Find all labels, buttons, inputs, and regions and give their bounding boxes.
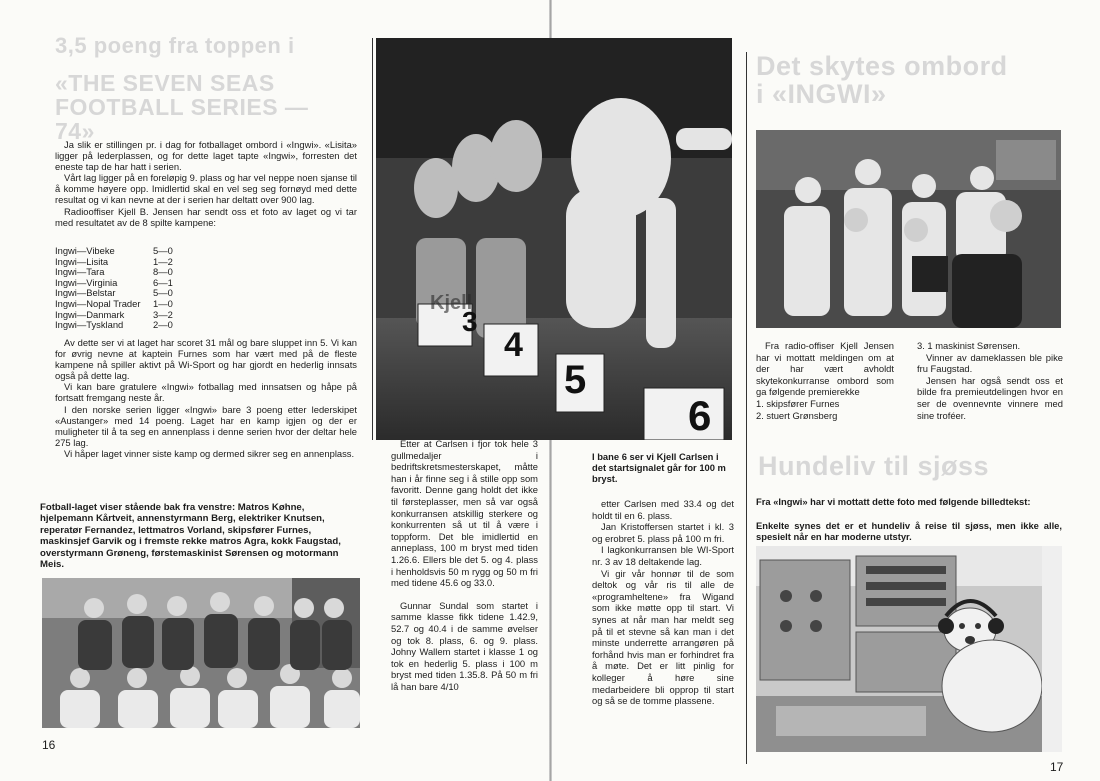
football-title-line2: «THE SEVEN SEAS	[55, 70, 275, 97]
lane-number-6: 6	[688, 392, 712, 439]
after-paragraph: I den norske serien ligger «Ingwi» bare 3 poeng etter lederskipet «Austanger» med 14 poeng. Laget har en kamp igjen og der er muligheter til å ta seg en annenplass i denne serien hvor der deltar hele 275 lag.	[55, 403, 357, 448]
football-title-line3: FOOTBALL SERIES — 74»	[55, 94, 309, 145]
dog-caption-intro: Fra «Ingwi» har vi mottatt dette foto med følgende billedtekst:	[756, 496, 1031, 507]
result-row: Ingwi—Nopal Trader 1—0	[55, 297, 173, 309]
result-row: Ingwi—Virginia 6—1	[55, 276, 173, 288]
swimming-start-photo	[376, 38, 732, 440]
shooting-paragraph: Fra radio-offiser Kjell Jensen har vi mottatt meldingen om at der har vært avholdt skytekonkurranse ombord som ga følgende premierekke	[756, 340, 894, 398]
swimming-text-col1	[391, 438, 538, 692]
dog-title: Hundeliv til sjøss	[758, 451, 990, 481]
shooting-title-line2: i «INGWI»	[756, 79, 887, 110]
result-row: Ingwi—Tara 8—0	[55, 266, 173, 278]
swimming-caption: I bane 6 ser vi Kjell Carlsen i det startsignalet går for 100 m bryst.	[592, 451, 726, 485]
shooting-title	[756, 52, 1056, 109]
prize-photo-graphic	[756, 130, 1061, 328]
lane-number-5: 5	[564, 358, 587, 402]
shooting-title-line1: Det skytes ombord	[756, 51, 1008, 81]
result-row: Ingwi—Tyskland 2—0	[55, 319, 173, 331]
after-paragraph: Av dette ser vi at laget har scoret 31 mål og bare sluppet inn 5. Vi kan for øvrig nevne at kaptein Furnes som har vært med på de fleste kampene nå spiller aktivt på Wi-Sport og har gjordt en hederlig innsats også på dette lag.	[55, 337, 357, 382]
prize-list-item: 2. stuert Grønsberg	[756, 409, 838, 421]
lane-overlay-text: Kjell	[430, 292, 473, 314]
prize-list-item: 3. 1 maskinist Sørensen.	[917, 340, 1021, 351]
result-row: Ingwi—Vibeke 5—0	[55, 245, 173, 256]
football-title-line1: 3,5 poeng fra toppen i	[55, 33, 295, 58]
football-after	[55, 337, 357, 459]
swim-paragraph: Vi gir vår honnør til de som deltok og vår ris til alle de «programheltene» fra Wigand som ikke møtte opp til start. Vi synes at når man har meldt seg på til et stevne så kan man i det minste underrette arrangøren på forhånd hvis man er forhindret fra å møte. Det er litt pinlig for kolleger å høre sine medarbeidere bli opprop til start og så se de tomme plassene.	[592, 567, 734, 707]
football-photo-caption: Fotball-laget viser stående bak fra venstre: Matros Køhne, hjelpemann Kårtveit, annenstyrmann Berg, elektriker Knutsen, reperatør Fernandez, lettmatros Vorland, skipsfører Furnes, maskinsjef Garvik og i fremste rekke matros Agra, kokk Faugstad, overstyrmann Grøneng, førstemaskinist Sørensen og motormann Meis.	[40, 502, 341, 571]
swim-paragraph: Etter at Carlsen i fjor tok hele 3 gullmedaljer i bedriftskretsmesterskapet, måtte han i år finne seg i å stille opp som favoritt. Denne gang holdt det ikke til førsteplasser, men så var også konkurransen atskillig sterkere og konkurrenten så ut til å være i toppform. Det ble imidlertid en anneplass, 100 m bryst med tiden 1.26.6. Ellers ble det 5. og 4. plass i henholdsvis 50 m rygg og 50 m fri med tidene 45.6 og 33.0.	[391, 438, 538, 589]
column-rule	[746, 52, 747, 764]
result-row: Ingwi—Belstar 5—0	[55, 287, 173, 299]
result-row: Ingwi—Lisita 1—2	[55, 255, 173, 267]
shooting-prize-photo	[756, 130, 1061, 328]
swim-paragraph: Gunnar Sundal som startet i samme klasse fikk tidene 1.42.9, 52.7 og 40.4 i de samme øvelser og tok 8. plass, 6. og 9. plass. Johny Wallem startet i klasse 1 og tok en hederlig 5. plass i 100 m bryst med tiden 1.35.8. På 50 m fri lå han bare 4/10	[391, 599, 538, 692]
column-rule	[372, 38, 373, 440]
intro-paragraph: Radiooffiser Kjell B. Jensen har sendt oss et foto av laget og vi tar med resultatet av de 8 spilte kampene:	[55, 205, 357, 228]
dog-photo-graphic	[756, 546, 1062, 752]
football-title	[55, 34, 355, 144]
dog-at-radio-photo	[756, 546, 1062, 752]
intro-paragraph: Ja slik er stillingen pr. i dag for fotballaget ombord i «Ingwi». «Lisita» ligger på lederplassen, og for dette laget tapte «Ingwi», forresten det eneste tap de har hatt i serien.	[55, 139, 357, 173]
shooting-text-col1	[756, 340, 894, 421]
intro-paragraph: Vårt lag ligger på en foreløpig 9. plass og har vel neppe noen sjanse til å komme høyere opp. Imidlertid skal en vel seg seg fornøyd med dette resultat og vi kan nevne at der i serien har deltatt over 900 lag.	[55, 172, 357, 206]
result-row: Ingwi—Danmark 3—2	[55, 308, 173, 320]
results-table	[55, 246, 193, 331]
team-photo-graphic	[42, 578, 360, 728]
swimming-photo-graphic	[376, 38, 732, 440]
page-number-right: 17	[1050, 760, 1064, 774]
after-paragraph: Vi håper laget vinner siste kamp og dermed sikrer seg en annenplass.	[64, 447, 355, 459]
swim-paragraph: I lagkonkurransen ble WI-Sport nr. 3 av 18 deltakende lag.	[592, 544, 734, 567]
shooting-text-col2	[917, 340, 1063, 421]
after-paragraph: Vi kan bare gratulere «Ingwi» fotballag med innsatsen og håpe på fortsatt fremgang neste år.	[55, 381, 357, 404]
page-number-left: 16	[42, 738, 56, 752]
swim-paragraph: Jan Kristoffersen startet i kl. 3 og erobret 5. plass på 100 m fri.	[592, 521, 734, 544]
lane-number-4: 4	[504, 326, 523, 364]
football-team-photo	[42, 578, 360, 728]
shooting-paragraph: Jensen har også sendt oss et bilde fra premieutdelingen hvor en ser de ovennevnte vinnere med sine troféer.	[917, 374, 1063, 421]
lane-number-3: 3	[462, 306, 478, 337]
football-intro	[55, 139, 357, 228]
prize-list-item: 1. skipsfører Furnes	[756, 397, 840, 409]
swimming-text-col2	[592, 498, 734, 707]
shooting-paragraph: Vinner av dameklassen ble pike fru Faugstad.	[917, 351, 1063, 375]
dog-caption: Enkelte synes det er et hundeliv å reise til sjøss, men ikke alle, spesielt når en har moderne utstyr.	[756, 520, 1062, 543]
swim-paragraph: etter Carlsen med 33.4 og det holdt til en 6. plass.	[592, 498, 734, 521]
